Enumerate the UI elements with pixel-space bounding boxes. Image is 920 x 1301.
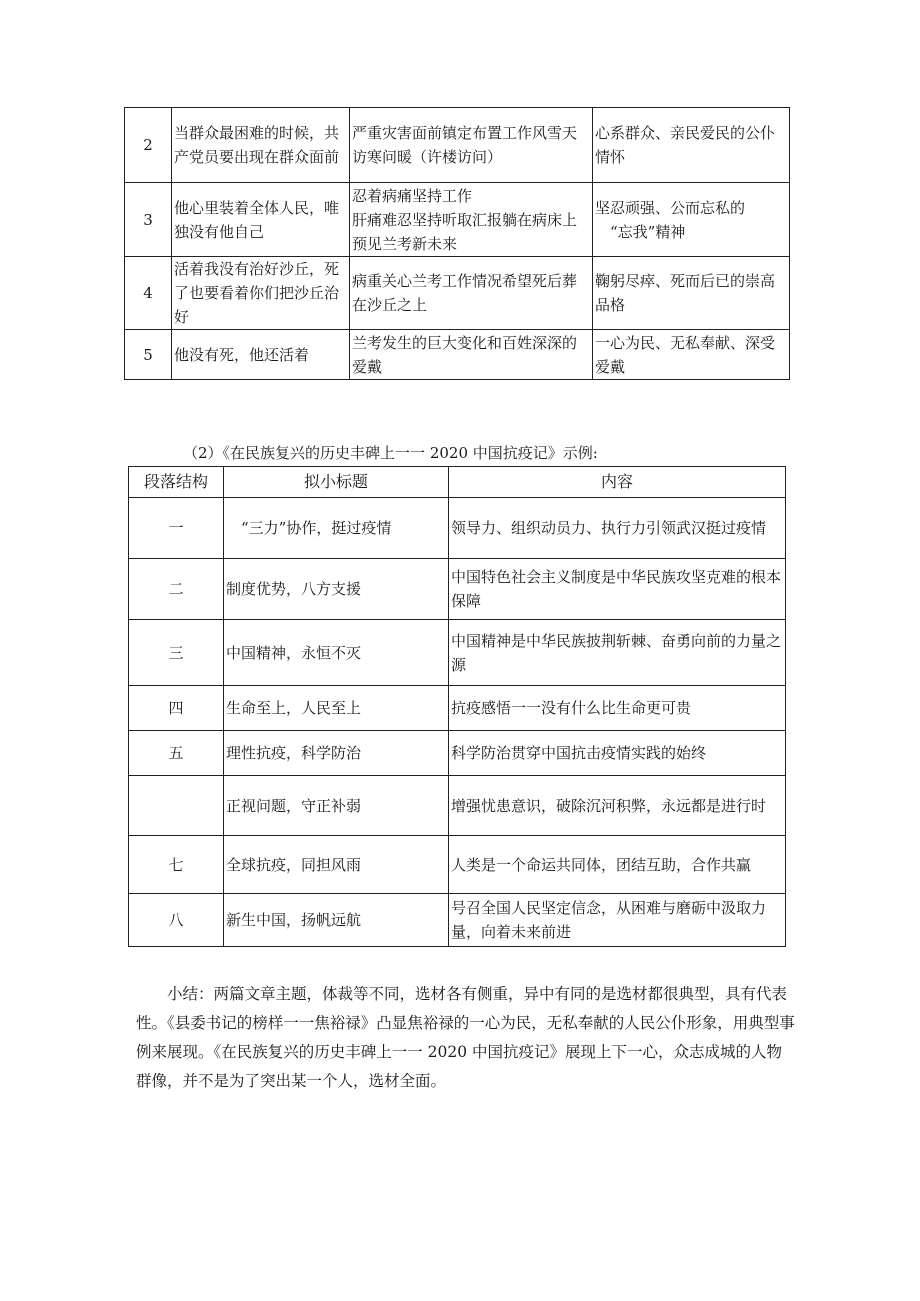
row-number: 2: [125, 108, 172, 183]
subtitle-cell: 新生中国，扬帆远航: [224, 894, 449, 947]
table-row: [129, 836, 786, 894]
table-row: [125, 108, 790, 183]
table-row: [129, 894, 786, 947]
table-header-row: [129, 467, 786, 498]
spirit-cell: 鞠躬尽瘁、死而后已的崇高品格: [593, 257, 790, 330]
row-number: 3: [125, 183, 172, 257]
row-number: 5: [125, 330, 172, 380]
table-row: [125, 330, 790, 380]
subtitle-cell: 全球抗疫，同担风雨: [224, 836, 449, 894]
subtitle-cell: 制度优势，八方支援: [224, 559, 449, 620]
row-number: 4: [125, 257, 172, 330]
subtitle-cell: 理性抗疫，科学防治: [224, 731, 449, 776]
section-cell: 七: [129, 836, 224, 894]
subtitle-cell: 生命至上，人民至上: [224, 686, 449, 731]
content-cell: 人类是一个命运共同体，团结互助，合作共赢: [449, 836, 786, 894]
table-row: [129, 620, 786, 686]
events-cell: 忍着病痛坚持工作 肝痛难忍坚持听取汇报躺在病床上预见兰考新未来: [350, 183, 593, 257]
section-cell: [129, 776, 224, 836]
summary-paragraph: 小结：两篇文章主题，体裁等不同，选材各有侧重，异中有同的是选材都很典型，具有代表性。《县委书记的榜样一一焦裕禄》凸显焦裕禄的一心为民，无私奉献的人民公仆形象，用典型事例来展现。《在民族复兴的历史丰碑上一一 2020 中国抗疫记》展现上下一心，众志成城的人物群像，并不是为了突出某一个人，选材全面。: [136, 985, 795, 1090]
table2-caption: （2）《在民族复兴的历史丰碑上一一 2020 中国抗疫记》示例:: [183, 444, 598, 462]
anti-epidemic-table: [128, 466, 786, 947]
content-cell: 号召全国人民坚定信念，从困难与磨砺中汲取力量，向着未来前进: [449, 894, 786, 947]
jiao-yulu-table: [124, 107, 790, 380]
header-content: 内容: [449, 467, 786, 498]
content-cell: 科学防治贯穿中国抗击疫情实践的始终: [449, 731, 786, 776]
table-row: [125, 257, 790, 330]
quote-cell: 当群众最困难的时候，共产党员要出现在群众面前: [172, 108, 350, 183]
quote-cell: 活着我没有治好沙丘，死了也要看着你们把沙丘治好: [172, 257, 350, 330]
content-cell: 领导力、组织动员力、执行力引领武汉挺过疫情: [449, 498, 786, 559]
table-row: [129, 776, 786, 836]
content-cell: 抗疫感悟一一没有什么比生命更可贵: [449, 686, 786, 731]
section-cell: 四: [129, 686, 224, 731]
subtitle-cell: “三力”协作，挺过疫情: [224, 498, 449, 559]
events-cell: 严重灾害面前镇定布置工作风雪天访寒问暖（许楼访问）: [350, 108, 593, 183]
table-row: [129, 559, 786, 620]
subtitle-cell: 中国精神，永恒不灭: [224, 620, 449, 686]
section-cell: 二: [129, 559, 224, 620]
spirit-cell: 心系群众、亲民爱民的公仆情怀: [593, 108, 790, 183]
table-row: [125, 183, 790, 257]
table-row: [129, 731, 786, 776]
quote-cell: 他心里装着全体人民，唯独没有他自己: [172, 183, 350, 257]
header-section: 段落结构: [129, 467, 224, 498]
table-row: [129, 686, 786, 731]
quote-cell: 他没有死，他还活着: [172, 330, 350, 380]
section-cell: 八: [129, 894, 224, 947]
content-cell: 增强忧患意识，破除沉河积弊，永远都是进行时: [449, 776, 786, 836]
content-cell: 中国特色社会主义制度是中华民族攻坚克难的根本保障: [449, 559, 786, 620]
section-cell: 五: [129, 731, 224, 776]
events-cell: 病重关心兰考工作情况希望死后葬在沙丘之上: [350, 257, 593, 330]
events-cell: 兰考发生的巨大变化和百姓深深的爱戴: [350, 330, 593, 380]
spirit-cell: 坚忍顽强、公而忘私的 “忘我”精神: [593, 183, 790, 257]
content-cell: 中国精神是中华民族披荆斩棘、奋勇向前的力量之源: [449, 620, 786, 686]
subtitle-cell: 正视问题，守正补弱: [224, 776, 449, 836]
spirit-cell: 一心为民、无私奉献、深受爱戴: [593, 330, 790, 380]
section-cell: 三: [129, 620, 224, 686]
table-row: [129, 498, 786, 559]
section-cell: 一: [129, 498, 224, 559]
header-title: 拟小标题: [224, 467, 449, 498]
